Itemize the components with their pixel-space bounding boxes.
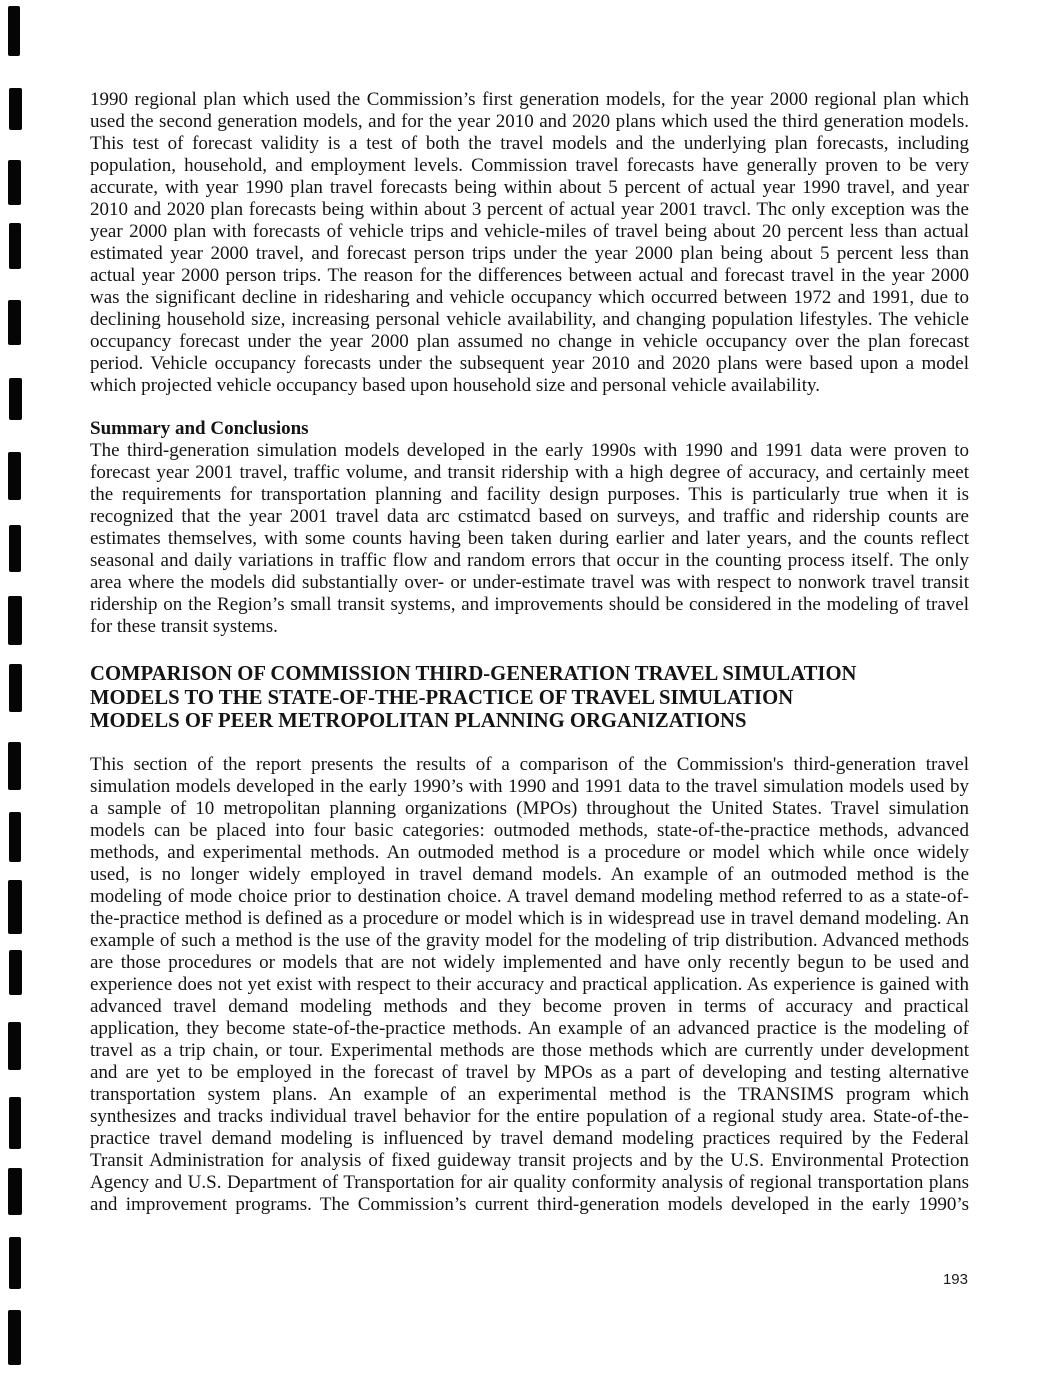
binding-mark [8,596,22,645]
text-line: Agency and U.S. Department of Transportation for air quality conformity analysis of regional transportation plans [90,1172,969,1193]
text-line: ridership on the Region’s small transit systems, and improvements should be considered in the modeling of travel [90,594,969,615]
text-line: 1990 regional plan which used the Commission’s first generation models, for the year 2000 regional plan which [90,89,969,110]
text-line: the requirements for transportation planning and facility design purposes. This is particularly true when it is [90,484,969,505]
text-line: The third-generation simulation models developed in the early 1990s with 1990 and 1991 data were proven to [90,440,969,461]
text-line: simulation models developed in the early 1990’s with 1990 and 1991 data to the travel simulation models used by [90,776,969,797]
text-line: and are yet to be employed in the forecast of travel by MPOs as a part of developing and testing alternative [90,1062,969,1083]
text-line: application, they become state-of-the-practice methods. An example of an advanced practice is the modeling of [90,1018,969,1039]
binding-mark [8,1022,21,1070]
binding-mark [8,1310,21,1365]
text-line: the-practice method is defined as a procedure or model which is in widespread use in travel demand modeling. An [90,908,969,929]
text-line: methods, and experimental methods. An outmoded method is a procedure or model which while once widely [90,842,969,863]
text-line: was the significant decline in ridesharing and vehicle occupancy which occurred between 1972 and 1991, due to [90,287,969,308]
text-line: Transit Administration for analysis of fixed guideway transit projects and by the U.S. Environmental Protection [90,1150,969,1171]
text-line: experience does not yet exist with respect to their accuracy and practical application. As experience is gained with [90,974,969,995]
binding-mark [8,452,21,500]
binding-mark [8,742,21,790]
binding-mark [9,1097,21,1149]
binding-mark [9,525,21,572]
summary-heading: Summary and Conclusions [90,418,309,439]
binding-mark [9,664,22,712]
text-line: forecast year 2001 travel, traffic volume, and transit ridership with a high degree of accuracy, and certainly meet [90,462,969,483]
text-line: a sample of 10 metropolitan planning organizations (MPOs) throughout the United States. Travel simulation [90,798,969,819]
text-line: for these transit systems. [90,616,278,637]
text-line: are those procedures or models that are not widely implemented and have only recently begun to be used and [90,952,969,973]
text-line: which projected vehicle occupancy based upon household size and personal vehicle availability. [90,375,821,396]
binding-mark [8,160,21,205]
intro-paragraph [90,89,969,397]
text-line: area where the models did substantially over- or under-estimate travel was with respect to nonwork travel transit [90,572,969,593]
text-line: used, is no longer widely employed in travel demand models. An example of an outmoded method is the [90,864,969,885]
text-line: synthesizes and tracks individual travel behavior for the entire population of a regional study area. State-of-the- [90,1106,969,1127]
section-heading-line: COMPARISON OF COMMISSION THIRD-GENERATION TRAVEL SIMULATION [90,663,857,685]
text-line: estimated year 2000 travel, and forecast person trips under the year 2000 plan being about 5 percent less than [90,243,969,264]
binding-mark [9,88,22,130]
page-number: 193 [942,1271,968,1288]
text-line: practice travel demand modeling is influenced by travel demand modeling practices required by the Federal [90,1128,969,1149]
text-line: This section of the report presents the results of a comparison of the Commission's third-generation travel [90,754,969,775]
text-line: used the second generation models, and for the year 2010 and 2020 plans which used the third generation models. [90,111,969,132]
text-line: population, household, and employment levels. Commission travel forecasts have generally proven to be very [90,155,969,176]
text-line: estimates themselves, with some counts having been taken during earlier and later years, and the counts reflect [90,528,969,549]
text-line: transportation system plans. An example of an experimental method is the TRANSIMS program which [90,1084,969,1105]
text-line: This test of forecast validity is a test of both the travel models and the underlying plan forecasts, including [90,133,969,154]
binding-mark [9,1237,21,1289]
text-line: year 2000 plan with forecasts of vehicle trips and vehicle-miles of travel being about 20 percent less than actual [90,221,969,242]
binding-mark [8,6,20,56]
binding-mark [8,880,22,934]
summary-section [90,418,969,638]
text-line: advanced travel demand modeling methods and they become proven in terms of accuracy and practical [90,996,969,1017]
binding-mark [9,812,21,862]
section-heading-line: MODELS OF PEER METROPOLITAN PLANNING ORGANIZATIONS [90,710,747,732]
text-line: 2010 and 2020 plan forecasts being within about 3 percent of actual year 2001 travcl. Thc only exception was the [90,199,969,220]
comparison-paragraph [90,754,969,1216]
binding-mark [8,300,21,345]
text-line: occupancy forecast under the year 2000 plan assumed no change in vehicle occupancy over the plan forecast [90,331,969,352]
text-line: models can be placed into four basic categories: outmoded methods, state-of-the-practice methods, advanced [90,820,969,841]
text-line: recognized that the year 2001 travel data arc cstimatcd based on surveys, and traffic and ridership counts are [90,506,969,527]
text-line: and improvement programs. The Commission’s current third-generation models developed in the early 1990’s [90,1194,969,1215]
text-line: declining household size, increasing personal vehicle availability, and changing population lifestyles. The vehicle [90,309,969,330]
text-line: actual year 2000 person trips. The reason for the differences between actual and forecast travel in the year 2000 [90,265,969,286]
text-line: example of such a method is the use of the gravity model for the modeling of trip distribution. Advanced methods [90,930,969,951]
text-line: modeling of mode choice prior to destination choice. A travel demand modeling method referred to as a state-of- [90,886,969,907]
binding-mark [9,950,22,995]
text-line: period. Vehicle occupancy forecasts under the subsequent year 2010 and 2020 plans were based upon a model [90,353,969,374]
text-line: accurate, with year 1990 plan travel forecasts being within about 5 percent of actual year 1990 travel, and year [90,177,969,198]
section-heading-line: MODELS TO THE STATE-OF-THE-PRACTICE OF TRAVEL SIMULATION [90,686,794,709]
binding-mark [8,1168,22,1215]
binding-mark [9,223,21,269]
text-line: travel as a trip chain, or tour. Experimental methods are those methods which are currently under development [90,1040,969,1061]
binding-mark [9,378,22,420]
text-line: seasonal and daily variations in traffic flow and random errors that occur in the counting process itself. The only [90,550,969,571]
section-heading [90,663,969,734]
